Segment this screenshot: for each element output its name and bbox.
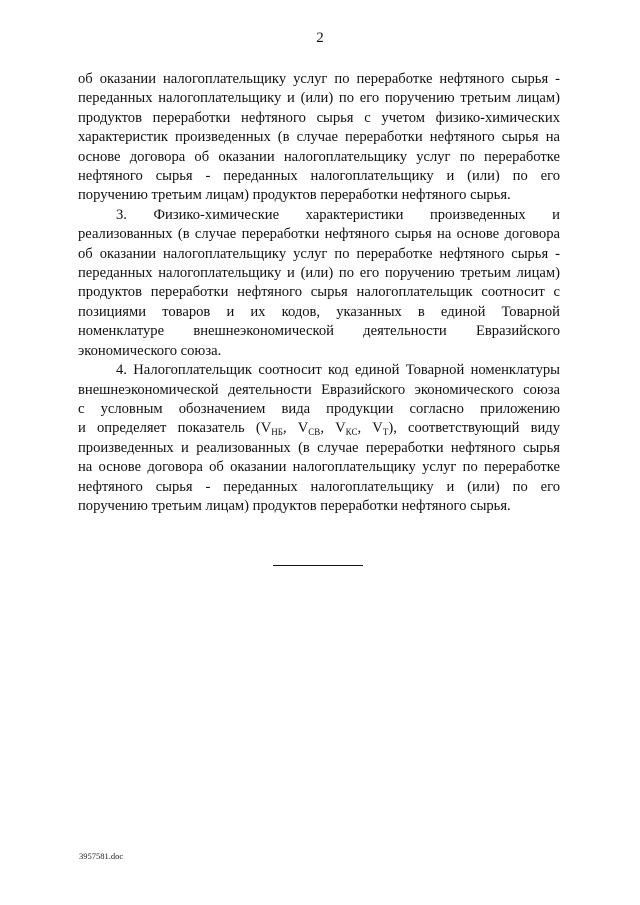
text-line: продуктов переработки нефтяного сырья с учетом физико-химических bbox=[78, 109, 560, 126]
text-line: внешнеэкономической деятельности Евразийского экономического союза bbox=[78, 381, 560, 398]
indicator-subscript: Т bbox=[382, 427, 389, 438]
paragraph-4 bbox=[78, 361, 560, 516]
text-line: характеристик произведенных (в случае переработки нефтяного сырья на bbox=[78, 129, 560, 146]
text-fragment: и определяет показатель (V bbox=[78, 420, 272, 437]
page-number: 2 bbox=[316, 30, 324, 46]
text-line: 3. Физико-химические характеристики произведенных и bbox=[116, 206, 560, 223]
text-line: переданных налогоплательщику и (или) по его поручению третьим лицам) bbox=[78, 90, 560, 107]
text-line: продуктов переработки нефтяного сырья налогоплательщик соотносит с bbox=[78, 284, 560, 301]
text-line: нефтяного сырья - переданных налогоплательщику и (или) по его bbox=[78, 168, 560, 185]
text-line: переданных налогоплательщику и (или) по его поручению третьим лицам) bbox=[78, 265, 560, 282]
text-line: экономического союза. bbox=[78, 342, 222, 359]
paragraph-1 bbox=[78, 70, 560, 206]
indicator-subscript: КС bbox=[345, 427, 358, 438]
indicator-subscript: НБ bbox=[271, 427, 283, 438]
text-line: нефтяного сырья - переданных налогоплательщику и (или) по его bbox=[78, 478, 560, 495]
text-line: позициями товаров и их кодов, указанных в единой Товарной bbox=[78, 303, 560, 320]
document-body bbox=[78, 70, 560, 516]
document-file-code: 3957581.doc bbox=[79, 851, 124, 861]
text-fragment: , V bbox=[320, 420, 346, 437]
text-line: 4. Налогоплательщик соотносит код единой Товарной номенклатуры bbox=[116, 362, 560, 379]
indicator-subscript: СВ bbox=[308, 427, 321, 438]
text-fragment: , V bbox=[282, 420, 309, 437]
text-line: поручению третьим лицам) продуктов переработки нефтяного сырья. bbox=[78, 497, 511, 514]
text-line: об оказании налогоплательщику услуг по переработке нефтяного сырья - bbox=[78, 71, 560, 87]
text-line: с условным обозначением вида продукции согласно приложению bbox=[78, 400, 560, 417]
text-line: об оказании налогоплательщику услуг по переработке нефтяного сырья - bbox=[78, 245, 560, 262]
text-fragment: ), соответствующий виду bbox=[388, 420, 560, 437]
text-line-with-indicators bbox=[78, 419, 560, 438]
text-line: на основе договора об оказании налогоплательщику услуг по переработке bbox=[78, 459, 560, 476]
text-line: поручению третьим лицам) продуктов переработки нефтяного сырья. bbox=[78, 187, 511, 204]
text-line: реализованных (в случае переработки нефтяного сырья на основе договора bbox=[78, 226, 560, 243]
text-fragment: , V bbox=[357, 420, 383, 437]
text-line: номенклатуре внешнеэкономической деятельности Евразийского bbox=[78, 323, 560, 340]
paragraph-3 bbox=[78, 206, 560, 361]
text-line: основе договора об оказании налогоплательщику услуг по переработке bbox=[78, 148, 560, 165]
text-line: произведенных и реализованных (в случае переработки нефтяного сырья bbox=[78, 439, 560, 456]
end-separator-line bbox=[273, 565, 363, 566]
